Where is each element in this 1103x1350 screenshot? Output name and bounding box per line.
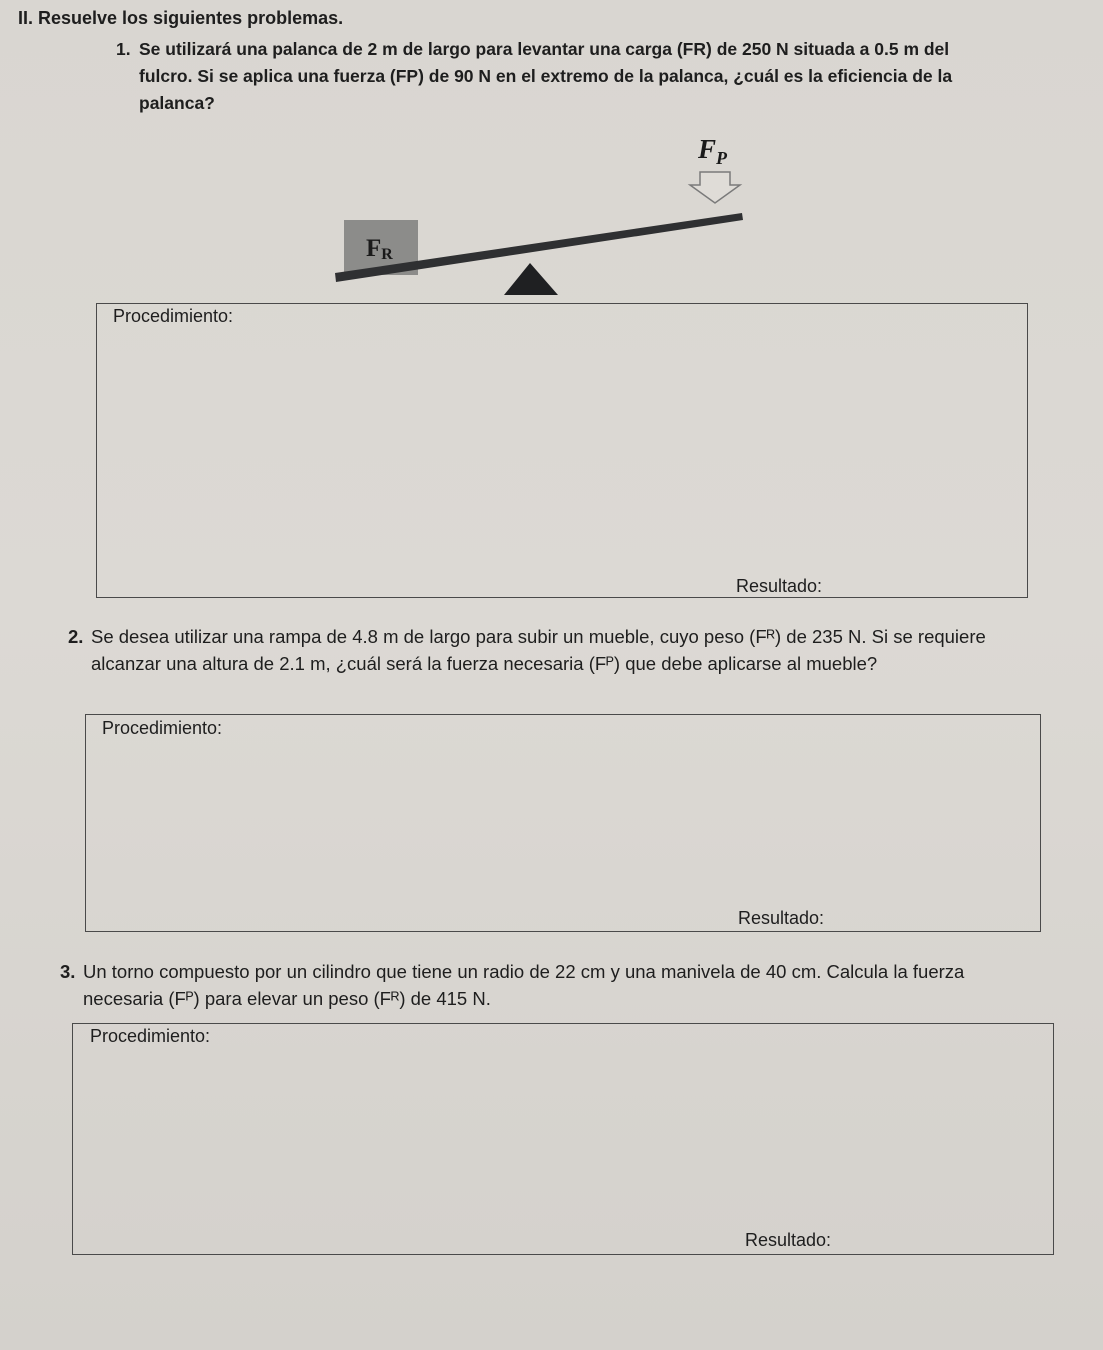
section-heading: II. Resuelve los siguientes problemas.	[18, 8, 344, 28]
problem-1	[116, 36, 986, 116]
procedure-box-3[interactable]	[72, 1023, 1054, 1255]
procedure-label-2: Procedimiento:	[102, 718, 223, 738]
procedure-label-1: Procedimiento:	[113, 306, 234, 326]
result-label-3: Resultado:	[745, 1230, 832, 1250]
problem-3-statement: Un torno compuesto por un cilindro que tiene un radio de 22 cm y una manivela de 40 cm. Calcula la fuerza necesaria (Fᴾ) para elevar un peso (Fᴿ) de 415 N.	[83, 961, 965, 1009]
problem-1-number: 1.	[116, 39, 131, 59]
problem-2-statement: Se desea utilizar una rampa de 4.8 m de largo para subir un mueble, cuyo peso (Fᴿ) de 235 N. Si se requiere alcanzar una altura de 2.1 m, ¿cuál será la fuerza necesaria (Fᴾ) que debe aplicarse al mueble?	[91, 626, 986, 674]
fp-label: $F_P$	[698, 134, 728, 168]
problem-2	[68, 623, 1028, 705]
procedure-box-2[interactable]	[85, 714, 1041, 932]
lever-diagram	[330, 125, 770, 305]
problem-3	[60, 958, 1050, 1014]
problem-1-statement: Se utilizará una palanca de 2 m de largo para levantar una carga (FR) de 250 N situada a 0.5 m del fulcro. Si se aplica una fuerza (FP) de 90 N en el extremo de la palanca, ¿cuál es la eficiencia de la palanca?	[139, 39, 953, 113]
procedure-box-1[interactable]	[96, 303, 1028, 598]
result-label-1: Resultado:	[736, 576, 823, 596]
problem-2-number: 2.	[68, 626, 84, 647]
procedure-label-3: Procedimiento:	[90, 1026, 211, 1046]
problem-3-number: 3.	[60, 961, 76, 982]
fr-label: FR	[366, 235, 393, 263]
fulcrum-triangle	[504, 263, 558, 295]
force-arrow-icon	[690, 172, 740, 203]
result-label-2: Resultado:	[738, 908, 825, 928]
